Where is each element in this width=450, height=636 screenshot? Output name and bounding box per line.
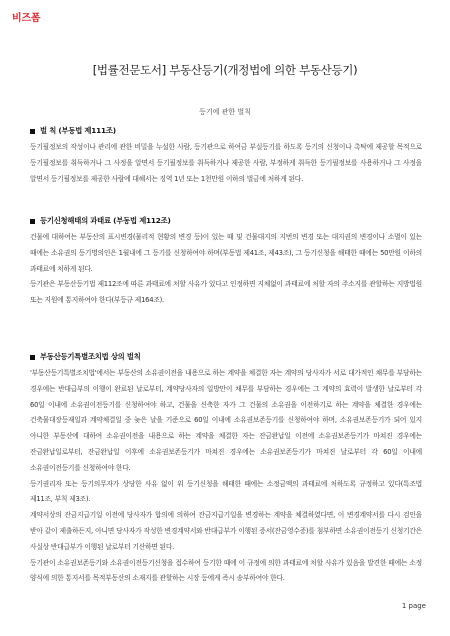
section-penalty — [30, 126, 422, 187]
bizform-logo: 비즈폼 — [12, 13, 41, 24]
section-heading — [30, 352, 422, 362]
section-paragraph: '부동산등기특별조치법'에서는 부동산의 소유권이전을 내용으로 하는 계약을 체결한 자는 계약의 당사자가 서로 대가적인 채무를 부담하는 경우에는 반대급부의 이행이 완료된 날로부터, 계약당사자의 일방만이 채무를 부담하는 경우에는 그 계약의 효력이 발생한 날로부터 각 60일 이내에 소유권이전등기를 신청하여야 하고, 건물을 신축한 자가 그 건물의 소유권을 이전하기로 하는 계약을 체결한 경우에는 건축물대장등재일과 계약체결일 중 늦은 날을 기준으로 60일 이내에 소유권보존등기를 신청하여야 하며, 소유권보존등기가 되어 있지 아니한 부동산에 대하여 소유권이전을 내용으로 하는 계약을 체결한 자는 잔금완납일 이전에 소유권보존등기가 마쳐진 경우에는 잔금완납일로부터, 잔금완납일 이후에 소유권보존등기가 마쳐진 경우에는 소유권보존등기가 마쳐진 날로부터 각 60일 이내에 소유권이전등기를 신청하여야 한다. — [30, 369, 422, 472]
square-bullet-icon — [30, 355, 35, 360]
square-bullet-icon — [30, 219, 35, 224]
section-paragraph: 계약서상의 잔금지급기일 이전에 당사자가 합의에 의하여 잔금지급기일을 변경하는 계약을 체결하였다면, 이 변경계약서를 다시 검인을 받아 같이 제출하든지, 아니면 당사자가 작성한 변경계약서와 반대급부가 이행된 증서(잔금영수증)를 첨부하면 소유권이전등기 신청기간은 사실상 반대급부가 이행된 날로부터 기산하면 된다. — [30, 511, 422, 551]
section-heading-text: 벌 칙 (부동법 제111조) — [40, 126, 116, 135]
page-subtitle: 등기에 관한 벌칙 — [199, 108, 251, 116]
section-paragraph: 등기관은 부동산등기법 제112조에 따른 과태료에 처할 사유가 있다고 인정하면 지체없이 과태료에 처할 자의 주소지를 관할하는 지방법원 또는 지원에 통지하여야 한다(부등규 제164조). — [30, 280, 422, 305]
page-number: 1 page — [401, 602, 426, 610]
section-heading-text: 부동산등기특별조치법 상의 벌칙 — [40, 352, 141, 361]
section-fine — [30, 216, 422, 309]
section-heading — [30, 216, 422, 226]
section-paragraph: 등기관이 소유권보존등기와 소유권이전등기신청을 접수하여 등기한 때에 이 규정에 의한 과태료에 처할 사유가 있음을 발견한 때에는 소정 양식에 의한 통지서를 목적부동산의 소재지를 관할하는 시장 등에게 즉시 송부하여야 한다. — [30, 558, 422, 583]
section-paragraph: 등기필정보의 작성이나 관리에 관한 비밀을 누설한 사람, 등기관으로 하여금 부실등기를 하도록 등기의 신청이나 촉탁에 제공할 목적으로 등기필정보를 취득하거나 그 사정을 알면서 등기필정보를 취득하거나 제공한 사람, 부정하게 취득한 등기필정보를 사용하거나 그 사정을 알면서 등기필정보를 제공한 사람에 대해서는 징역 1년 또는 1천만원 이하의 벌금에 처하게 된다. — [30, 143, 422, 183]
section-heading-text: 등기신청해태의 과태료 (부동법 제112조) — [40, 216, 171, 225]
section-paragraph: 건물에 대하여는 부동산의 표시변경(물리적 현황의 변경 등)이 있는 때 및 건물대지의 지번의 변경 또는 대지권의 변경이나 소멸이 있는 때에는 소유권의 등기명의인은 1월내에 그 등기를 신청하여야 하며(부동법 제41조, 제43조), 그 등기신청을 해태한 때에는 50만원 이하의 과태료에 처하게 된다. — [30, 233, 422, 273]
section-special-act — [30, 352, 422, 587]
square-bullet-icon — [30, 129, 35, 134]
section-heading — [30, 126, 422, 136]
section-paragraph: 등기권리자 또는 등기의무자가 상당한 사유 없이 위 등기신청을 해태한 때에는 소정금액의 과태료에 처하도록 규정하고 있다(특조법 제11조, 부칙 제3조). — [30, 479, 422, 504]
page-title: [법률전문도서] 부동산등기(개정법에 의한 부동산등기) — [92, 63, 358, 77]
